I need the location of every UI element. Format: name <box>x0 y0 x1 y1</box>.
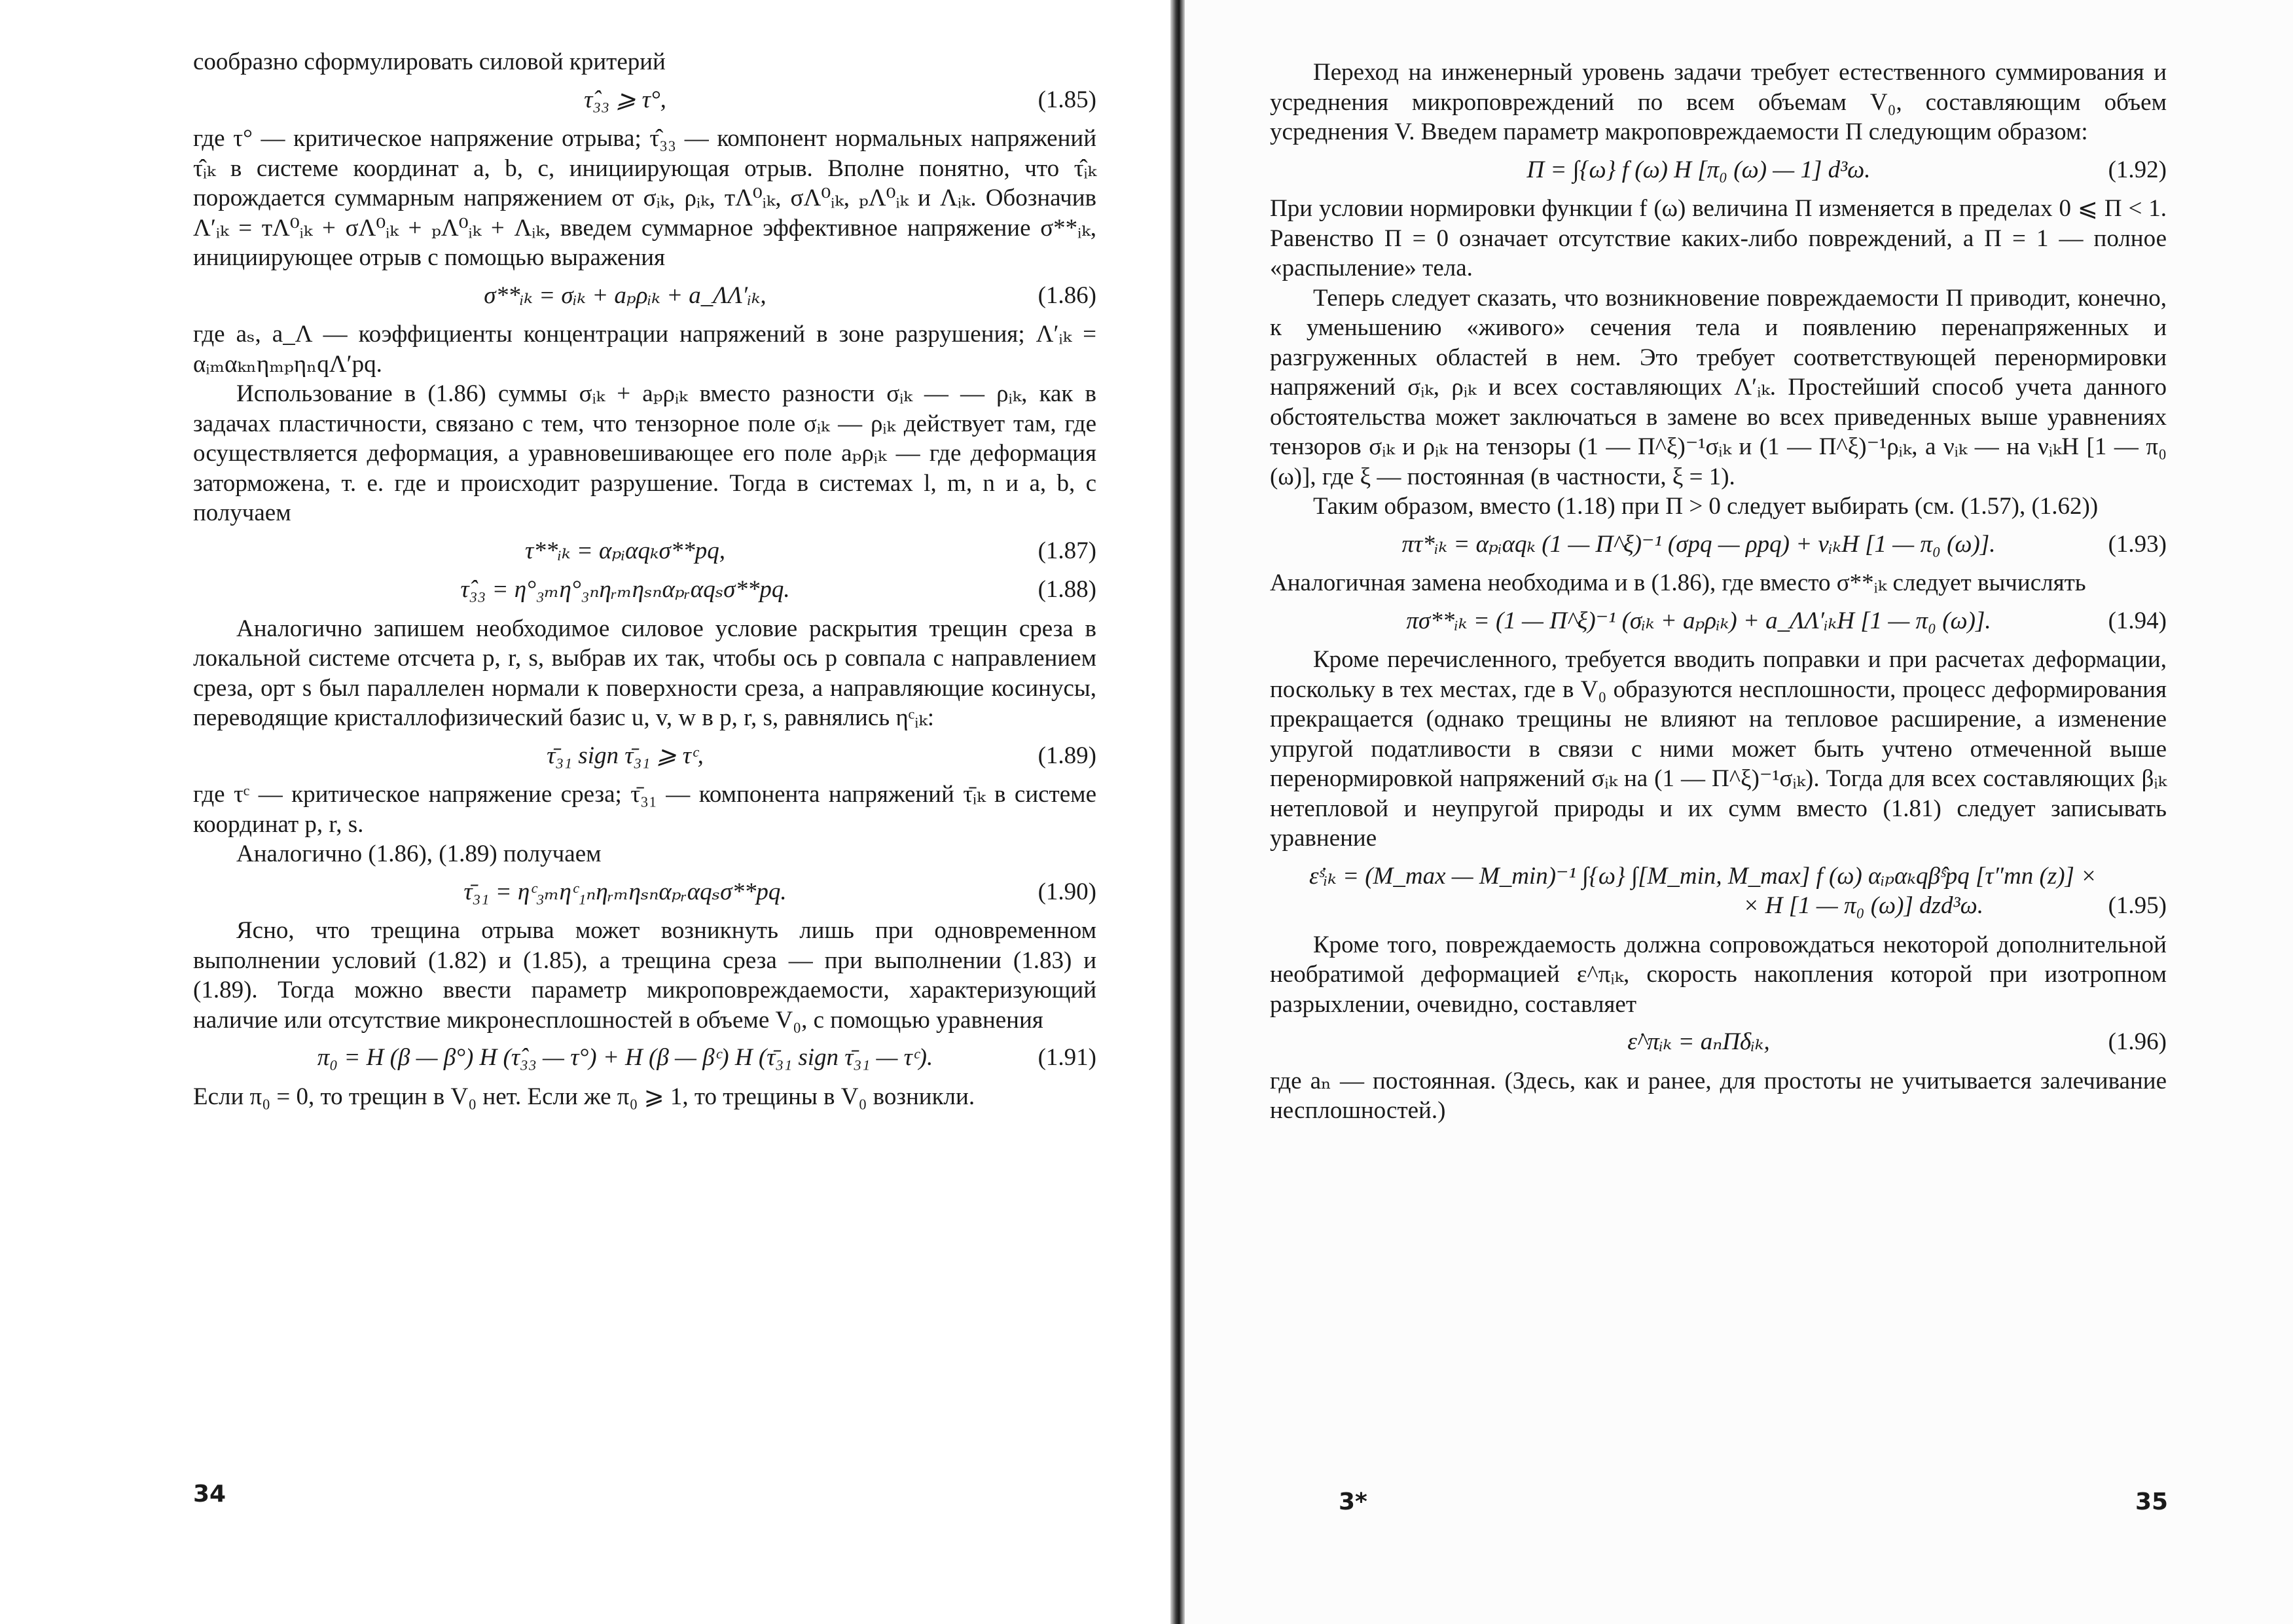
paragraph: Таким образом, вместо (1.18) при П > 0 следует выбирать (см. (1.57), (1.62)) <box>1313 493 2099 520</box>
equation-number: (1.95) <box>2108 892 2167 919</box>
equation-expression: σ**ᵢₖ = σᵢₖ + aₚρᵢₖ + a_ΛΛ′ᵢₖ, <box>484 281 767 309</box>
equation-expression: π₀ = H (β — β°) H (τ̂₃₃ — τ°) + H (β — βᶜ) H (τ̄₃₁ sign τ̄₃₁ — τᶜ). <box>317 1044 933 1071</box>
page-number: 34 <box>193 1481 226 1507</box>
paragraph: При условии нормировки функции f (ω) величина П изменяется в пределах 0 ⩽ П < 1. Равенство П = 0 означает отсутствие каких-либо повреждений, а П = 1 — полное «распыление» тела. <box>1270 195 2167 281</box>
paragraph: Использование в (1.86) суммы σᵢₖ + aₚρᵢₖ вместо разности σᵢₖ — — ρᵢₖ, как в задачах пластичности, связано с тем, что тензорное поле σᵢₖ — ρᵢₖ действует там, где осуществляется деформация, а уравновешивающее его поле aₚρᵢₖ — где деформация заторможена, т. е. где и происходит разрушение. Тогда в системах l, m, n и a, b, c получаем <box>193 380 1096 526</box>
right-page <box>1185 0 2293 1624</box>
left-page-text <box>193 47 1096 1111</box>
equation-expression: ε̇^πᵢₖ = aₙП̇δᵢₖ, <box>1627 1028 1770 1055</box>
paragraph: где τᶜ — критическое напряжение среза; τ̄₃₁ — компонента напряжений τ̄ᵢₖ в системе координат p, r, s. <box>193 781 1096 838</box>
equation-expression: П = ∫{ω} f (ω) H [π₀ (ω) — 1] d³ω. <box>1526 156 1871 183</box>
equation-1-96 <box>1270 1027 2167 1057</box>
paragraph: Кроме перечисленного, требуется вводить поправки и при расчетах деформации, поскольку в тех местах, где в V₀ образуются несплошности, процесс деформирования прекращается (однако трещины не влияют на тепловое расширение, а изменение упругой податливости в связи с ними может быть учтено отмеченной выше перенормировкой напряжений σᵢₖ на (1 — П^ξ)⁻¹σᵢₖ). Тогда для всех составляющих βᵢₖ нетепловой и неупругой природы и их сумм вместо (1.81) следует записывать уравнение <box>1270 646 2167 852</box>
paragraph: Аналогично запишем необходимое силовое условие раскрытия трещин среза в локальной системе отсчета p, r, s, выбрав их так, чтобы ось p совпала с направлением среза, орт s был параллелен нормали к поверхности среза, а направляющие косинусы, переводящие кристаллофизический базис u, v, w в p, r, s, равнялись ηᶜᵢₖ: <box>193 615 1096 731</box>
paragraph: сообразно сформулировать силовой критерий <box>193 48 666 75</box>
paragraph: Аналогично (1.86), (1.89) получаем <box>236 840 602 867</box>
equation-1-85 <box>193 85 1096 115</box>
equation-expression: τ̄₃₁ = ηᶜ₃ₘηᶜ₁ₙηᵣₘηₛₙαₚᵣαqₛσ**pq. <box>463 878 787 905</box>
paragraph: где aₙ — постоянная. (Здесь, как и ранее, для простоты не учитывается залечивание несплошностей.) <box>1270 1067 2167 1124</box>
paragraph: Ясно, что трещина отрыва может возникнуть лишь при одновременном выполнении условий (1.82) и (1.85), а трещина среза — при выполнении (1.83) и (1.89). Тогда можно ввести параметр микроповреждаемости, характеризующий наличие или отсутствие микронесплошностей в объеме V₀, с помощью уравнения <box>193 917 1096 1034</box>
equation-number: (1.90) <box>1038 878 1096 905</box>
equation-expression: ε̇ˢᵢₖ = (M_max — M_min)⁻¹ ∫{ω} ∫[M_min, M_max] f (ω) αᵢₚαₖqβ̂ˢpq [τ″mn (z)] × <box>1309 862 2097 890</box>
paragraph: где aₛ, a_Λ — коэффициенты концентрации напряжений в зоне разрушения; Λ′ᵢₖ = αᵢₘαₖₙηₘₚηₙqΛ′pq. <box>193 321 1096 378</box>
equation-expression: τ̂₃₃ ⩾ τ°, <box>584 86 666 113</box>
equation-expression: × H [1 — π₀ (ω)] dzd³ω. <box>1742 892 1983 919</box>
equation-number: (1.86) <box>1038 281 1096 309</box>
equation-1-87 <box>193 536 1096 566</box>
equation-number: (1.93) <box>2108 530 2167 558</box>
equation-expression: τ̂₃₃ = η°₃ₘη°₃ₙηᵣₘηₛₙαₚᵣαqₛσ**pq. <box>460 576 790 603</box>
book-gutter <box>1170 0 1185 1624</box>
equation-1-86 <box>193 281 1096 311</box>
equation-1-90 <box>193 877 1096 907</box>
paragraph: Переход на инженерный уровень задачи требует естественного суммирования и усреднения микроповреждений по всем объемам V₀, составляющим объем усреднения V. Введем параметр макроповреждаемости П следующим образом: <box>1270 59 2167 145</box>
right-page-text <box>1270 58 2167 1126</box>
equation-number: (1.91) <box>1038 1044 1096 1071</box>
equation-1-94 <box>1270 606 2167 636</box>
equation-expression: πτ*ᵢₖ = αₚᵢαqₖ (1 — П^ξ)⁻¹ (σpq — ρpq) + νᵢₖH [1 — π₀ (ω)]. <box>1401 530 1996 558</box>
equation-1-92 <box>1270 155 2167 185</box>
paragraph: где τ° — критическое напряжение отрыва; τ̂₃₃ — компонент нормальных напряжений τ̂ᵢₖ в системе координат a, b, c, инициирующая отрыв. Вполне понятно, что τ̂ᵢₖ порождается суммарным напряжением от σᵢₖ, ρᵢₖ, ᴛΛ⁰ᵢₖ, σΛ⁰ᵢₖ, ₚΛ⁰ᵢₖ и Λᵢₖ. Обозначив Λ′ᵢₖ = ᴛΛ⁰ᵢₖ + σΛ⁰ᵢₖ + ₚΛ⁰ᵢₖ + Λᵢₖ, введем суммарное эффективное напряжение σ**ᵢₖ, инициирующее отрыв с помощью выражения <box>193 125 1096 271</box>
equation-expression: πσ**ᵢₖ = (1 — П^ξ)⁻¹ (σᵢₖ + aₚρᵢₖ) + a_ΛΛ′ᵢₖH [1 — π₀ (ω)]. <box>1406 607 1991 634</box>
equation-number: (1.94) <box>2108 607 2167 634</box>
paragraph: Если π₀ = 0, то трещин в V₀ нет. Если же π₀ ⩾ 1, то трещины в V₀ возникли. <box>193 1083 975 1110</box>
equation-1-93 <box>1270 530 2167 560</box>
equation-1-91 <box>193 1043 1096 1073</box>
paragraph: Кроме того, повреждаемость должна сопровождаться некоторой дополнительной необратимой деформацией ε^πᵢₖ, скорость накопления которой при изотропном разрыхлении, очевидно, составляет <box>1270 931 2167 1018</box>
equation-number: (1.87) <box>1038 537 1096 564</box>
equation-number: (1.85) <box>1038 86 1096 113</box>
equation-expression: τ̄₃₁ sign τ̄₃₁ ⩾ τᶜ, <box>547 742 704 769</box>
equation-1-95-line-2 <box>1270 891 2167 921</box>
equation-1-88 <box>193 575 1096 605</box>
equation-1-95-line-1 <box>1270 861 2167 892</box>
paragraph: Аналогичная замена необходима и в (1.86), где вместо σ**ᵢₖ следует вычислять <box>1270 569 2086 596</box>
signature-mark: 3* <box>1339 1489 1367 1515</box>
equation-number: (1.92) <box>2108 156 2167 183</box>
equation-number: (1.88) <box>1038 576 1096 603</box>
equation-1-89 <box>193 741 1096 771</box>
equation-expression: τ**ᵢₖ = αₚᵢαqₖσ**pq, <box>524 537 726 564</box>
paragraph: Теперь следует сказать, что возникновение повреждаемости П приводит, конечно, к уменьшению «живого» сечения тела и появлению перенапряженных и разгруженных областей в нем. Это требует соответствующей перенормировки напряжений σᵢₖ, ρᵢₖ и всех составляющих Λ′ᵢₖ. Простейший способ учета данного обстоятельства может заключаться в замене во всех приведенных выше уравнениях тензоров σᵢₖ и ρᵢₖ на тензоры (1 — П^ξ)⁻¹σᵢₖ и (1 — П^ξ)⁻¹ρᵢₖ, а νᵢₖ — на νᵢₖH [1 — π₀ (ω)], где ξ — постоянная (в частности, ξ = 1). <box>1270 284 2167 490</box>
equation-number: (1.89) <box>1038 742 1096 769</box>
page-number: 35 <box>2135 1489 2169 1515</box>
equation-number: (1.96) <box>2108 1028 2167 1055</box>
